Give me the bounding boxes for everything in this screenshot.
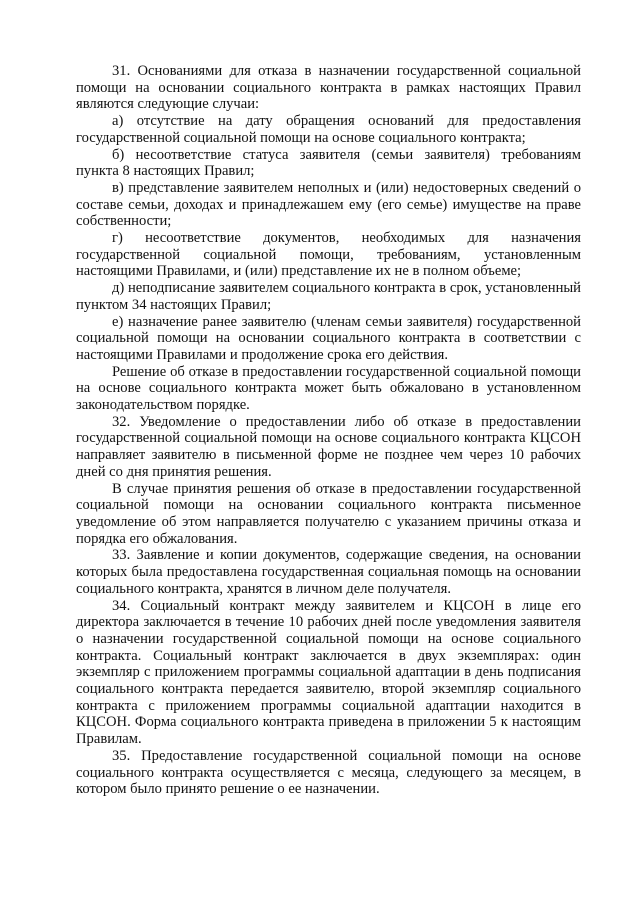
paragraph-34: 34. Социальный контракт между заявителем и КЦСОН в лице его директора заключается в течение 10 рабочих дней после уведомления заявителя о назначении государственной социальной помощи на основе социального контракта. Социальный контракт заключается в двух экземплярах: один экземпляр с приложением программы социальной адаптации в день подписания социального контракта передается заявителю, второй экземпляр социального контракта с приложением программы социальной адаптации находится в КЦСОН. Форма социального контракта приведена в приложении 5 к настоящим Правилам. [76,597,581,748]
paragraph-32-refusal: В случае принятия решения об отказе в предоставлении государственной социальной помощи на основании социального контракта письменное уведомление об этом направляется получателю с указанием причины отказа и порядка его обжалования. [76,480,581,547]
paragraph-31-d: д) неподписание заявителем социального контракта в срок, установленный пунктом 34 настоящих Правил; [76,280,581,313]
paragraph-33: 33. Заявление и копии документов, содержащие сведения, на основании которых была предоставлена государственная социальная помощь на основании социального контракта, хранятся в личном деле получателя. [76,547,581,597]
paragraph-31: 31. Основаниями для отказа в назначении государственной социальной помощи на основании социального контракта в рамках настоящих Правил являются следующие случаи: [76,63,581,113]
paragraph-31-a: а) отсутствие на дату обращения оснований для предоставления государственной социальной помощи на основе социального контракта; [76,113,581,146]
paragraph-31-g: г) несоответствие документов, необходимых для назначения государственной социальной помощи, требованиям, установленным настоящими Правилами, и (или) представление их не в полном объеме; [76,230,581,280]
document-body [76,63,581,798]
paragraph-31-b: б) несоответствие статуса заявителя (семьи заявителя) требованиям пункта 8 настоящих Правил; [76,146,581,180]
paragraph-31-v: в) представление заявителем неполных и (или) недостоверных сведений о составе семьи, доходах и принадлежашем ему (его семье) имуществе на праве собственности; [76,179,581,230]
paragraph-35: 35. Предоставление государственной социальной помощи на основе социального контракта осуществляется с месяца, следующего за месяцем, в котором было принято решение о ее назначении. [76,747,581,798]
paragraph-31-e: е) назначение ранее заявителю (членам семьи заявителя) государственной социальной помощи на основании социального контракта в соответствии с настоящими Правилами и продолжение срока его действия. [76,313,581,363]
paragraph-32: 32. Уведомление о предоставлении либо об отказе в предоставлении государственной социальной помощи на основе социального контракта КЦСОН направляет заявителю в письменной форме не позднее чем через 10 рабочих дней со дня принятия решения. [76,413,581,480]
paragraph-appeal: Решение об отказе в предоставлении государственной социальной помощи на основе социального контракта может быть обжаловано в установленном законодательством порядке. [76,363,581,414]
